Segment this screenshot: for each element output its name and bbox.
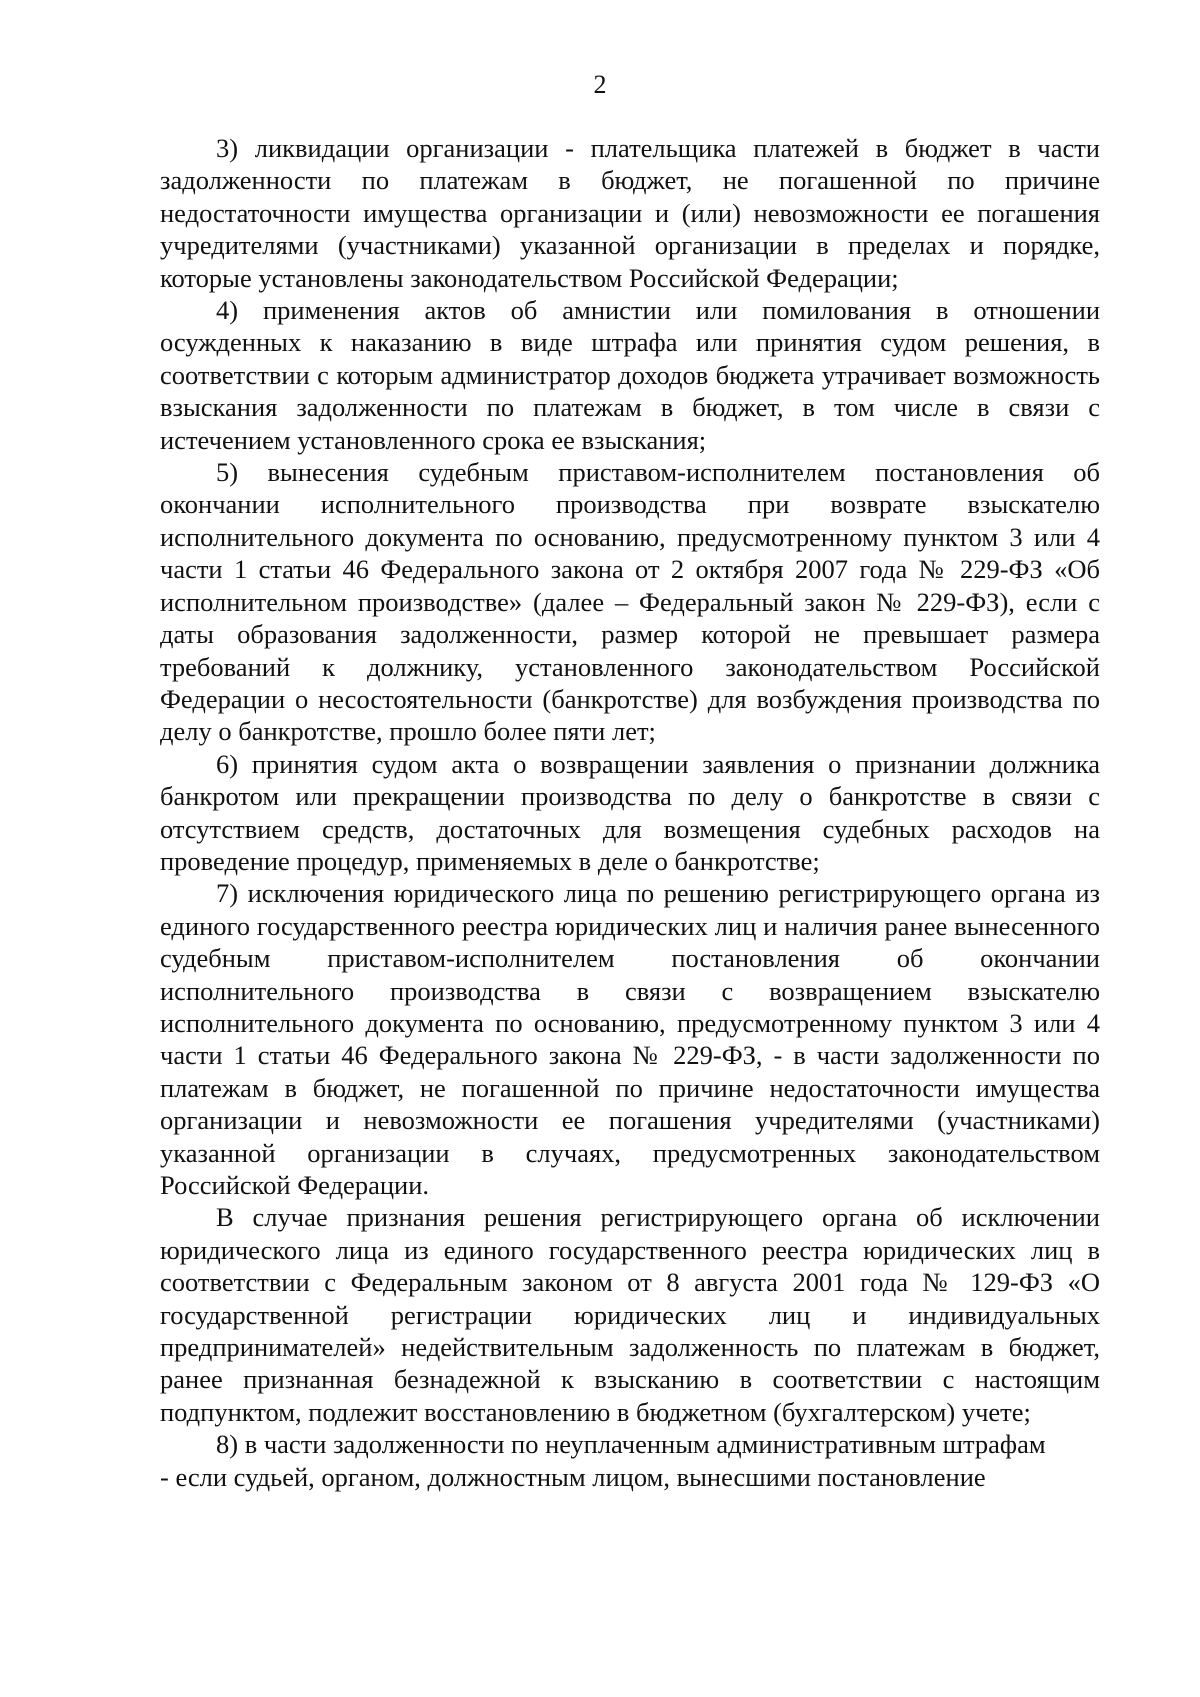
paragraph-item-7: 7) исключения юридического лица по решению регистрирующего органа из единого государственного реестра юридических лиц и наличия ранее вынесенного судебным приставом-исполнителем постановления об окончании исполнительного производства в связи с возвращением взыскателю исполнительного документа по основанию, предусмотренному пунктом 3 или 4 части 1 статьи 46 Федерального закона № 229-ФЗ, - в части задолженности по платежам в бюджет, не погашенной по причине недостаточности имущества организации и невозможности ее погашения учредителями (участниками) указанной организации в случаях, предусмотренных законодательством Российской Федерации. — [160, 878, 1100, 1200]
paragraph-item-8-continuation: - если судьей, органом, должностным лицом, вынесшими постановление — [160, 1461, 986, 1492]
paragraph-item-8: 8) в части задолженности по неуплаченным административным штрафам — [216, 1429, 1046, 1460]
paragraph-item-5: 5) вынесения судебным приставом-исполнителем постановления об окончании исполнительного производства при возврате взыскателю исполнительного документа по основанию, предусмотренному пунктом 3 или 4 части 1 статьи 46 Федерального закона от 2 октября 2007 года № 229-ФЗ «Об исполнительном производстве» (далее – Федеральный закон № 229-ФЗ), если с даты образования задолженности, размер которой не превышает размера требований к должнику, установленного законодательством Российской Федерации о несостоятельности (банкротстве) для возбуждения производства по делу о банкротстве, прошло более пяти лет; — [160, 457, 1100, 747]
paragraph-item-6: 6) принятия судом акта о возвращении заявления о признании должника банкротом или прекращении производства по делу о банкротстве в связи с отсутствием средств, достаточных для возмещения судебных расходов на проведение процедур, применяемых в деле о банкротстве; — [160, 748, 1100, 876]
paragraph-item-3: 3) ликвидации организации - плательщика платежей в бюджет в части задолженности по платежам в бюджет, не погашенной по причине недостаточности имущества организации и (или) невозможности ее погашения учредителями (участниками) указанной организации в пределах и порядке, которые установлены законодательством Российской Федерации; — [160, 133, 1100, 293]
document-body — [160, 132, 1100, 1493]
page-number: 2 — [593, 70, 607, 99]
paragraph-restoration-clause: В случае признания решения регистрирующего органа об исключении юридического лица из единого государственного реестра юридических лиц в соответствии с Федеральным законом от 8 августа 2001 года № 129-ФЗ «О государственной регистрации юридических лиц и индивидуальных предпринимателей» недействительным задолженность по платежам в бюджет, ранее признанная безнадежной к взысканию в соответствии с настоящим подпунктом, подлежит восстановлению в бюджетном (бухгалтерском) учете; — [160, 1202, 1100, 1427]
paragraph-item-4: 4) применения актов об амнистии или помилования в отношении осужденных к наказанию в виде штрафа или принятия судом решения, в соответствии с которым администратор доходов бюджета утрачивает возможность взыскания задолженности по платежам в бюджет, в том числе в связи с истечением установленного срока ее взыскания; — [160, 295, 1100, 455]
